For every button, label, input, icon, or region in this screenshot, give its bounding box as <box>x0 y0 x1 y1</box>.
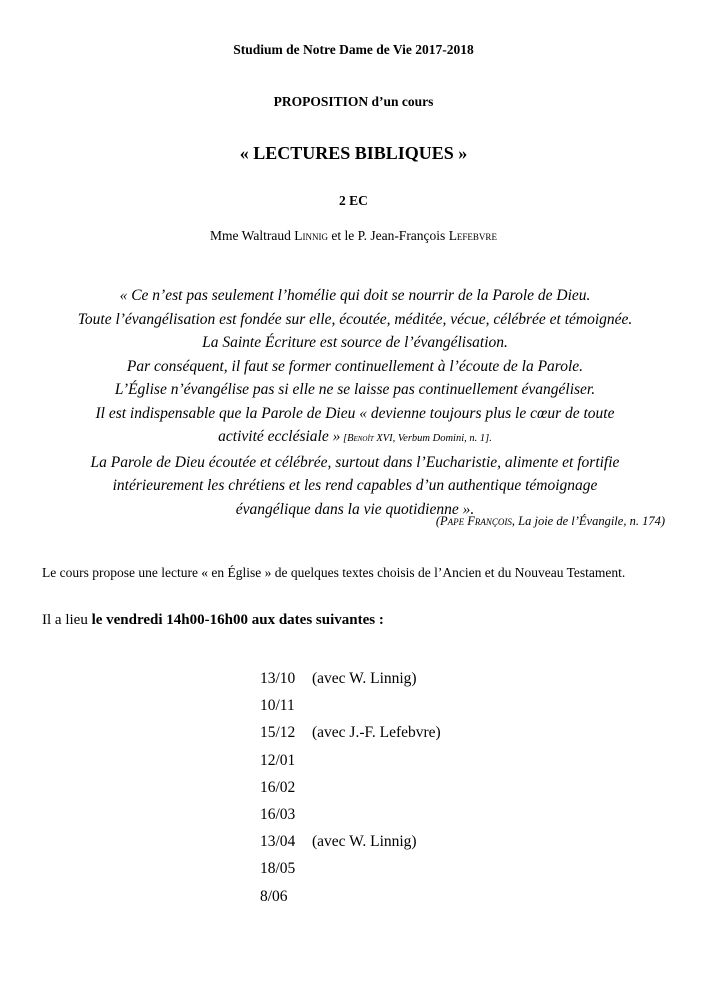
teachers <box>0 228 707 244</box>
schedule-prefix: Il a lieu <box>42 612 92 628</box>
date-row <box>260 665 441 692</box>
date-value: 15/12 <box>260 724 296 742</box>
proposition-heading: PROPOSITION d’un cours <box>273 94 434 109</box>
schedule-suffix: aux dates suivantes : <box>247 612 384 628</box>
institution-title: Studium de Notre Dame de Vie 2017-2018 <box>233 42 474 57</box>
quote-line: La Sainte Écriture est source de l’évangélisation. <box>202 334 508 351</box>
date-value: 12/01 <box>260 751 296 769</box>
quote-ref-open: [ <box>340 433 348 444</box>
date-value: 13/04 <box>260 833 296 851</box>
quote-line: Il est indispensable que la Parole de Dieu « devienne toujours plus le cœur de toute <box>95 404 615 422</box>
date-note: (avec W. Linnig) <box>312 670 417 687</box>
quote-line: intérieurement les chrétiens et les rend capables d’un authentique témoignage <box>112 477 598 494</box>
date-value: 18/05 <box>260 860 296 878</box>
date-value: 10/11 <box>260 697 295 715</box>
date-row <box>260 828 441 855</box>
quote-ref <box>340 433 491 444</box>
date-row <box>260 692 441 719</box>
attribution-open: ( <box>435 514 440 528</box>
quote-line: « Ce n’est pas seulement l’homélie qui doit se nourrir de la Parole de Dieu. <box>119 287 591 304</box>
date-row <box>260 855 441 882</box>
quote-line: Toute l’évangélisation est fondée sur elle, écoutée, méditée, vécue, célébrée et témoignée. <box>77 310 633 328</box>
quote-ref-work: , Verbum Domini, n. 1]. <box>392 433 492 444</box>
teacher2-surname: Lefebvre <box>448 228 497 243</box>
schedule-line <box>42 612 384 629</box>
quote-block <box>30 284 680 521</box>
date-row <box>260 719 441 746</box>
date-value: 13/10 <box>260 670 296 687</box>
quote-attribution <box>436 514 665 529</box>
date-note: (avec W. Linnig) <box>312 833 417 851</box>
credits: 2 EC <box>339 193 368 208</box>
date-note: (avec J.-F. Lefebvre) <box>312 724 441 742</box>
course-description: Le cours propose une lecture « en Église » de quelques textes choisis de l’Ancien et du Nouveau Testament. <box>42 565 626 580</box>
course-title: « LECTURES BIBLIQUES » <box>239 143 468 163</box>
date-value: 16/02 <box>260 778 296 796</box>
date-row <box>260 883 441 910</box>
teacher1-surname: Linnig <box>294 228 328 243</box>
date-value: 8/06 <box>260 887 288 905</box>
attribution-rest: , La joie de l’Évangile, n. 174) <box>511 514 665 528</box>
attribution-author: Pape François <box>440 514 512 528</box>
schedule-time: le vendredi 14h00-16h00 <box>91 612 248 628</box>
dates-list <box>260 665 441 910</box>
quote-line: L’Église n’évangélise pas si elle ne se laisse pas continuellement évangéliser. <box>114 381 596 398</box>
teachers-prefix: Mme Waltraud <box>210 228 295 243</box>
date-row <box>260 801 441 828</box>
quote-line: Par conséquent, il faut se former continuellement à l’écoute de la Parole. <box>126 357 584 375</box>
quote-ref-author: Benoît XVI <box>347 433 393 444</box>
date-row <box>260 747 441 774</box>
quote-line <box>30 425 680 451</box>
quote-line: La Parole de Dieu écoutée et célébrée, surtout dans l’Eucharistie, alimente et fortifie <box>90 453 620 471</box>
quote-line-text: activité ecclésiale » <box>218 428 341 445</box>
date-value: 16/03 <box>260 805 296 823</box>
teachers-middle: et le P. Jean-François <box>327 228 449 243</box>
date-row <box>260 774 441 801</box>
quote-line: évangélique dans la vie quotidienne ». <box>235 500 475 518</box>
